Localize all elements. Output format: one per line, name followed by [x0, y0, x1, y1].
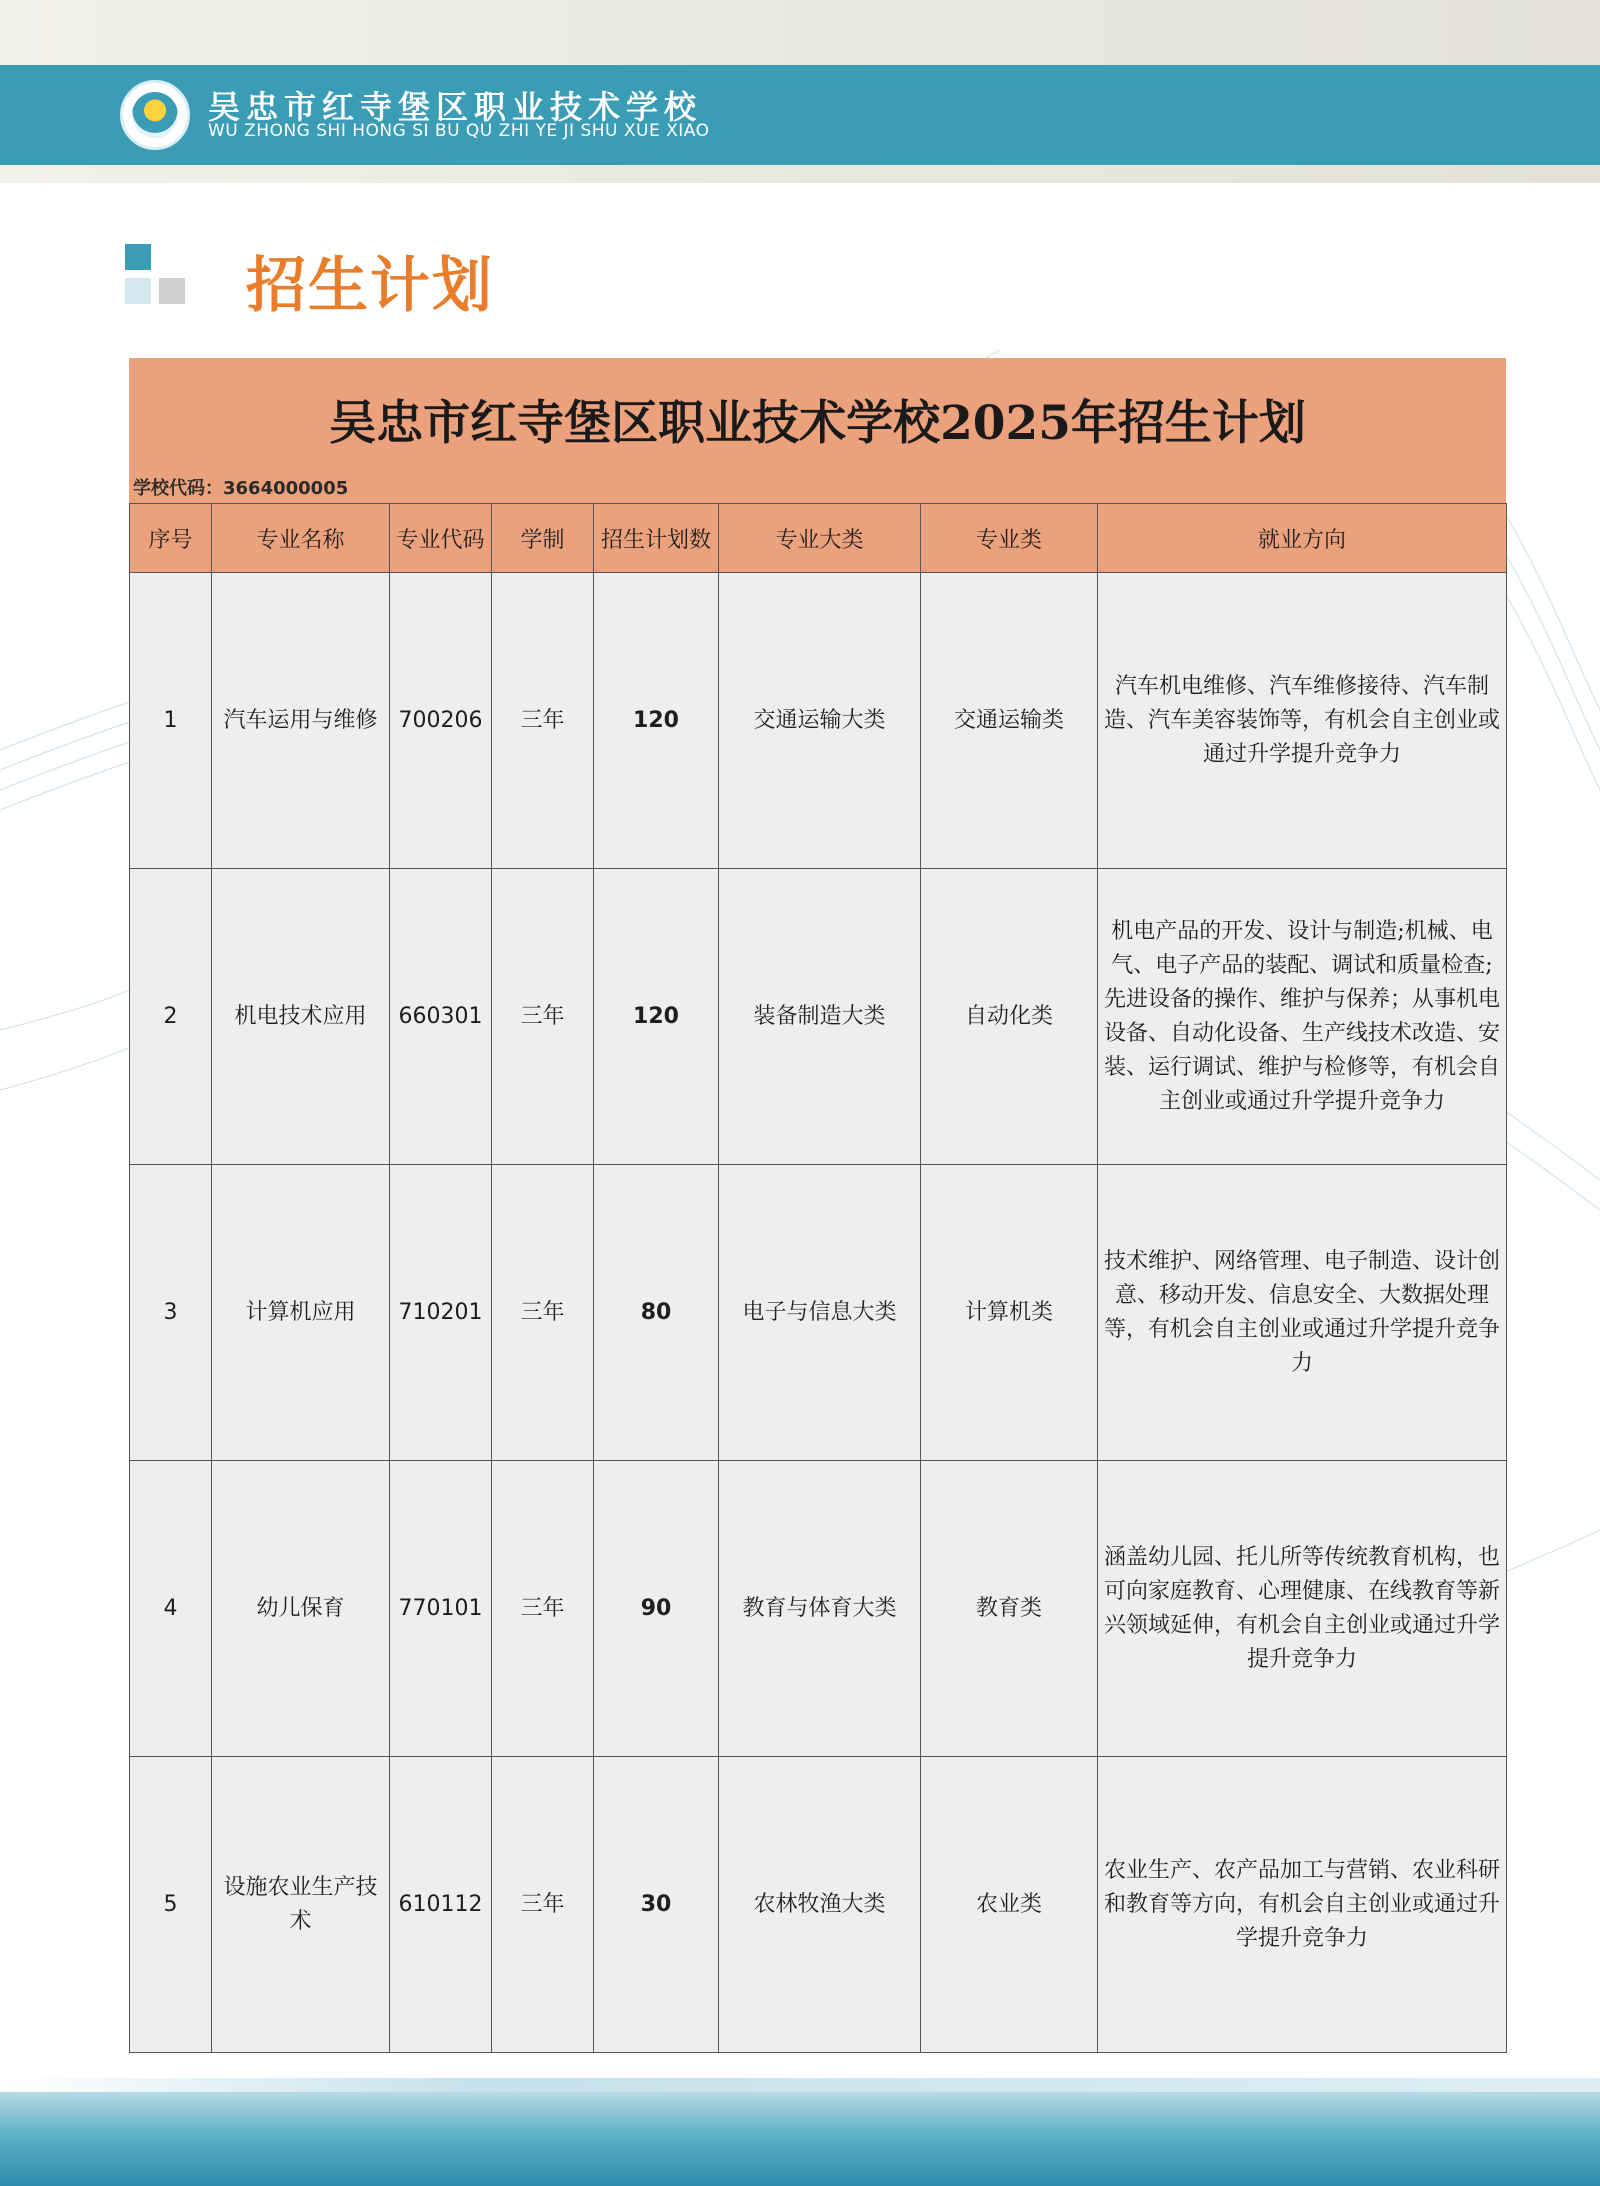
cell-code: 610112 — [390, 1757, 492, 2053]
cell-subcategory: 自动化类 — [921, 869, 1098, 1165]
cell-category: 农林牧渔大类 — [719, 1757, 921, 2053]
cell-duration: 三年 — [492, 1757, 594, 2053]
cell-category: 装备制造大类 — [719, 869, 921, 1165]
cell-duration: 三年 — [492, 1461, 594, 1757]
cell-seq: 2 — [130, 869, 212, 1165]
cell-major: 汽车运用与维修 — [212, 573, 390, 869]
cell-quota: 120 — [594, 869, 719, 1165]
col-header-career: 就业方向 — [1098, 504, 1507, 573]
table-row — [130, 869, 1507, 1165]
cell-major: 机电技术应用 — [212, 869, 390, 1165]
cell-quota: 120 — [594, 573, 719, 869]
cell-career: 汽车机电维修、汽车维修接待、汽车制造、汽车美容装饰等，有机会自主创业或通过升学提升竞争力 — [1098, 573, 1507, 869]
cell-subcategory: 计算机类 — [921, 1165, 1098, 1461]
enrollment-plan-card — [129, 358, 1506, 2054]
table-row — [130, 1165, 1507, 1461]
table-banner — [129, 358, 1506, 503]
table-row — [130, 1461, 1507, 1757]
cell-seq: 4 — [130, 1461, 212, 1757]
table-title: 吴忠市红寺堡区职业技术学校2025年招生计划 — [329, 396, 1306, 451]
col-header-category: 专业大类 — [719, 504, 921, 573]
cell-quota: 30 — [594, 1757, 719, 2053]
cell-category: 电子与信息大类 — [719, 1165, 921, 1461]
col-header-seq: 序号 — [130, 504, 212, 573]
cell-career: 农业生产、农产品加工与营销、农业科研和教育等方向，有机会自主创业或通过升学提升竞争力 — [1098, 1757, 1507, 2053]
cell-quota: 90 — [594, 1461, 719, 1757]
cell-subcategory: 交通运输类 — [921, 573, 1098, 869]
school-name-cn: 吴忠市红寺堡区职业技术学校 — [208, 88, 703, 126]
school-code: 学校代码：3664000005 — [133, 478, 349, 499]
cell-major: 设施农业生产技术 — [212, 1757, 390, 2053]
cell-career: 技术维护、网络管理、电子制造、设计创意、移动开发、信息安全、大数据处理等，有机会自主创业或通过升学提升竞争力 — [1098, 1165, 1507, 1461]
cell-career: 涵盖幼儿园、托儿所等传统教育机构，也可向家庭教育、心理健康、在线教育等新兴领域延伸，有机会自主创业或通过升学提升竞争力 — [1098, 1461, 1507, 1757]
cell-duration: 三年 — [492, 1165, 594, 1461]
col-header-subcategory: 专业类 — [921, 504, 1098, 573]
table-header-row — [130, 504, 1507, 573]
cell-code: 700206 — [390, 573, 492, 869]
col-header-code: 专业代码 — [390, 504, 492, 573]
school-emblem-icon — [120, 80, 190, 150]
cell-duration: 三年 — [492, 869, 594, 1165]
cell-subcategory: 教育类 — [921, 1461, 1098, 1757]
cell-category: 交通运输大类 — [719, 573, 921, 869]
cell-code: 660301 — [390, 869, 492, 1165]
cell-category: 教育与体育大类 — [719, 1461, 921, 1757]
col-header-major: 专业名称 — [212, 504, 390, 573]
title-deco-square-3 — [159, 278, 185, 304]
cell-career: 机电产品的开发、设计与制造;机械、电气、电子产品的装配、调试和质量检查;先进设备的操作、维护与保养；从事机电设备、自动化设备、生产线技术改造、安装、运行调试、维护与检修等，有机会自主创业或通过升学提升竞争力 — [1098, 869, 1507, 1165]
title-deco-square-1 — [125, 244, 151, 270]
enrollment-table — [129, 503, 1507, 2053]
cell-code: 710201 — [390, 1165, 492, 1461]
cell-seq: 5 — [130, 1757, 212, 2053]
table-row — [130, 573, 1507, 869]
cell-code: 770101 — [390, 1461, 492, 1757]
col-header-quota: 招生计划数 — [594, 504, 719, 573]
cell-seq: 3 — [130, 1165, 212, 1461]
cell-major: 幼儿保育 — [212, 1461, 390, 1757]
cell-quota: 80 — [594, 1165, 719, 1461]
section-title: 招生计划 — [246, 251, 494, 321]
col-header-duration: 学制 — [492, 504, 594, 573]
cell-major: 计算机应用 — [212, 1165, 390, 1461]
table-row — [130, 1757, 1507, 2053]
cell-subcategory: 农业类 — [921, 1757, 1098, 2053]
bottom-band — [0, 2092, 1600, 2186]
cell-seq: 1 — [130, 573, 212, 869]
title-deco-square-2 — [125, 278, 151, 304]
school-name-en: WU ZHONG SHI HONG SI BU QU ZHI YE JI SHU XUE XIAO — [208, 121, 710, 141]
cell-duration: 三年 — [492, 573, 594, 869]
